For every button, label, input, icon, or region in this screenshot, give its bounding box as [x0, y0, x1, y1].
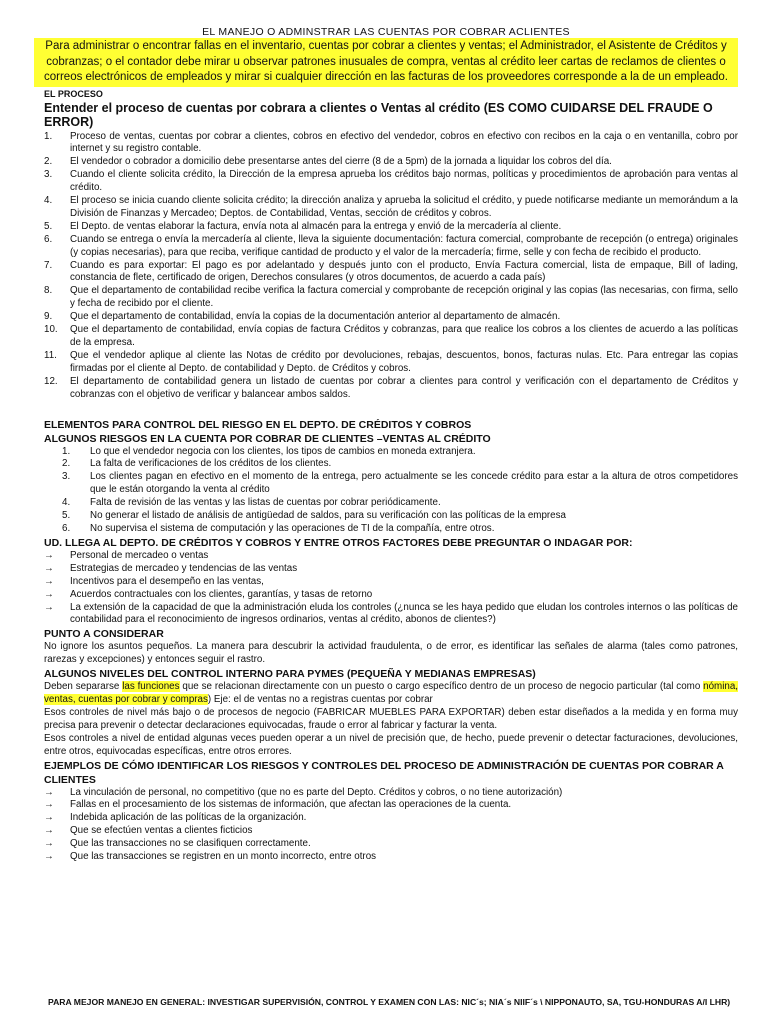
intro-highlighted-paragraph: Para administrar o encontrar fallas en el inventario, cuentas por cobrar a clientes y ventas; el Administrador, el Asistente de Créditos y cobranzas; o el contador debe mirar u observar patrones inusuales de compra, ventas al crédito leer cartas de reclamos de clientes o correos electrónicos de empleados y mirar si cualquier dirección en las facturas de los proveedores corresponde a la de un empleado. [34, 38, 738, 87]
list-item: 11. Que el vendedor aplique al cliente las Notas de crédito por devoluciones, rebajas, descuentos, bonos, facturas nulas. Etc. Para entregar las copias firmadas por el cliente al Depto. de contabilidad y Depto. de Créditos y cobros. [44, 349, 738, 374]
list-item: 3. Los clientes pagan en efectivo en el momento de la entrega, pero actualmente se les concede crédito para estar a la altura de otros competidores que le están otorgando la venta al crédito [62, 471, 738, 496]
list-item: → Incentivos para el desempeño en las ventas, [44, 575, 264, 587]
elements-heading: ELEMENTOS PARA CONTROL DEL RIESGO EN EL DEPTO. DE CRÉDITOS Y COBROS [44, 418, 472, 431]
list-item: → Que las transacciones no se clasifiquen correctamente. [44, 838, 311, 850]
list-item: 4. Falta de revisión de las ventas y las listas de cuentas por cobrar periódicamente. [62, 497, 441, 509]
list-item: 9. Que el departamento de contabilidad, envía la copias de la documentación anterior al departamento de almacén. [44, 311, 561, 323]
list-item: 1. Lo que el vendedor negocia con los clientes, los tipos de cambios en moneda extranjera. [62, 445, 476, 457]
inquire-list [44, 550, 738, 627]
list-item: 7. Cuando es para exportar: El pago es por adelantado y después junto con el producto, Envía Factura comercial, lista de empaque, Bill of lading, constancia de flete, certificado de origen, Derechos consulares (y otros documentos, de acuerdo a cada país) [44, 259, 738, 284]
list-item: → La extensión de la capacidad de que la administración eluda los controles (¿nunca se les haya pedido que eludan los controles internos o las políticas de contabilidad para el reconocimiento de ingresos ordinarios, ventas al crédito, abonos de clientes?) [44, 601, 738, 626]
levels-paragraph-1: Deben separarse las funciones que se relacionan directamente con un puesto o cargo específico dentro de un proceso de negocio particular (tal como nómina, ventas, cuentas por cobrar y compras) Eje: el de ventas no a registras cuentas por cobrar [44, 681, 738, 706]
risks-list [44, 446, 738, 536]
list-item: 6. No supervisa el sistema de computación y las operaciones de TI de la compañía, entre otros. [62, 522, 495, 534]
arrow-icon: → [44, 562, 54, 574]
inquire-heading: UD. LLEGA AL DEPTO. DE CRÉDITOS Y COBROS Y ENTRE OTROS FACTORES DEBE PREGUNTAR O INDAGAR POR: [44, 536, 633, 549]
levels-heading: ALGUNOS NIVELES DEL CONTROL INTERNO PARA PYMES (PEQUEÑA Y MEDIANAS EMPRESAS) [44, 668, 536, 681]
list-item: 2. El vendedor o cobrador a domicilio debe presentarse antes del cierre (8 de a 5pm) de la jornada a liquidar los cobros del día. [44, 156, 612, 168]
document-title: EL MANEJO O ADMINSTRAR LAS CUENTAS POR COBRAR ACLIENTES [202, 26, 570, 38]
list-item: → Estrategias de mercadeo y tendencias de las ventas [44, 562, 298, 574]
list-item: 10. Que el departamento de contabilidad, envía copias de factura Créditos y cobranzas, para que realice los cobros a los clientes de acuerdo a las políticas de la empresa. [44, 324, 738, 348]
arrow-icon: → [44, 601, 54, 613]
arrow-icon: → [44, 825, 54, 837]
footer-note: PARA MEJOR MANEJO EN GENERAL: INVESTIGAR SUPERVISIÓN, CONTROL Y EXAMEN CON LAS: NIC´s; NIA´s NIIF´s \ NIPPONAUTO, SA, TGU-HONDURAS A/I LHR) [48, 997, 731, 1007]
list-item: → Acuerdos contractuales con los clientes, garantías, y tasas de retorno [44, 588, 373, 600]
list-item: → Que se efectúen ventas a clientes ficticios [44, 825, 253, 837]
list-item: 8. Que el departamento de contabilidad recibe verifica la factura comercial y comprobante de recepción original y las copias (las necesarias, con firma, sello y fecha de recibido por el cliente. [44, 285, 738, 310]
arrow-icon: → [44, 851, 54, 863]
process-label: EL PROCESO [44, 88, 103, 99]
process-steps-list [44, 131, 738, 402]
risks-heading: ALGUNOS RIESGOS EN LA CUENTA POR COBRAR DE CLIENTES –VENTAS AL CRÉDITO [44, 432, 491, 445]
list-item: → Fallas en el procesamiento de los sistemas de información, que afectan las operaciones de la cuenta. [44, 799, 512, 811]
list-item: 1. Proceso de ventas, cuentas por cobrar a clientes, cobros en efectivo del vendedor, cobros en efectivo con recibos en la caja o en ventanilla, cobro por internet y su registro contable. [44, 130, 738, 155]
levels-paragraph-2: Esos controles de nivel más bajo o de procesos de negocio (FABRICAR MUEBLES PARA EXPORTAR) deben estar diseñados a la medida y en forma muy precisa para prevenir o detectar declaraciones equivocadas, fraude o error al fabricar y facturar la venta. [44, 706, 738, 731]
levels-paragraph-3: Esos controles a nivel de entidad algunas veces pueden operar a un nivel de precisión que, de hecho, puede prevenir o detectar facturaciones, devoluciones, entre otros, equivocadas específicas, entre otros errores. [44, 732, 738, 757]
list-item: 5. El Depto. de ventas elaborar la factura, envía nota al almacén para la entrega y envió de la mercadería al cliente. [44, 220, 562, 232]
arrow-icon: → [44, 799, 54, 811]
list-item: 4. El proceso se inicia cuando cliente solicita crédito; la dirección analiza y aprueba la solicitud el crédito, y puede notificarse mediante un memorándum a la División de Finanzas y Mercadeo; Deptos. de Contabilidad, Ventas, sección de créditos y cobros. [44, 195, 738, 219]
arrow-icon: → [44, 549, 54, 561]
list-item: 12. El departamento de contabilidad genera un listado de cuentas por cobrar a clientes para control y verificación con el departamento de Créditos y cobranzas con el objetivo de verificar y balancear ambos saldos. [44, 375, 738, 400]
arrow-icon: → [44, 838, 54, 850]
highlighted-text: nómina, ventas, cuentas por cobrar y compras [44, 681, 738, 706]
list-item: 2. La falta de verificaciones de los créditos de los clientes. [62, 458, 332, 470]
list-item: 6. Cuando se entrega o envía la mercadería al cliente, lleva la siguiente documentación: factura comercial, comprobante de recepción (o entrega) originales (y copias necesarias), para que reciba, verifique cantidad de producto y el valor de la mercadería; firme, selle y con fecha de recibido el producto. [44, 233, 738, 258]
arrow-icon: → [44, 812, 54, 824]
examples-list [44, 787, 738, 864]
examples-heading: EJEMPLOS DE CÓMO IDENTIFICAR LOS RIESGOS Y CONTROLES DEL PROCESO DE ADMINISTRACIÓN DE CUENTAS POR COBRAR A CLIENTES [44, 759, 724, 786]
list-item: → Que las transacciones se registren en un monto incorrecto, entre otros [44, 851, 377, 863]
list-item: → Personal de mercadeo o ventas [44, 549, 209, 561]
list-item: 3. Cuando el cliente solicita crédito, la Dirección de la empresa aprueba los créditos bajo normas, políticas y procedimientos de aprobación para ventas al crédito. [44, 169, 738, 194]
arrow-icon: → [44, 588, 54, 600]
arrow-icon: → [44, 575, 54, 587]
consider-paragraph: No ignore los asuntos pequeños. La manera para descubrir la actividad fraudulenta, o de error, es identificar las señales de alarma (tales como patrones, rarezas y excepciones) y entonces seguir el rastro. [44, 641, 738, 666]
list-item: → Indebida aplicación de las políticas de la organización. [44, 812, 307, 824]
process-heading: Entender el proceso de cuentas por cobrara a clientes o Ventas al crédito (ES COMO CUIDARSE DEL FRAUDE O ERROR) [44, 100, 713, 129]
list-item: → La vinculación de personal, no competitivo (que no es parte del Depto. Créditos y cobros, o no tiene autorización) [44, 786, 563, 798]
list-item: 5. No generar el listado de análisis de antigüedad de saldos, para su verificación con las políticas de la empresa [62, 510, 566, 522]
consider-heading: PUNTO A CONSIDERAR [44, 628, 164, 641]
highlighted-text: las funciones [122, 681, 180, 693]
arrow-icon: → [44, 786, 54, 798]
